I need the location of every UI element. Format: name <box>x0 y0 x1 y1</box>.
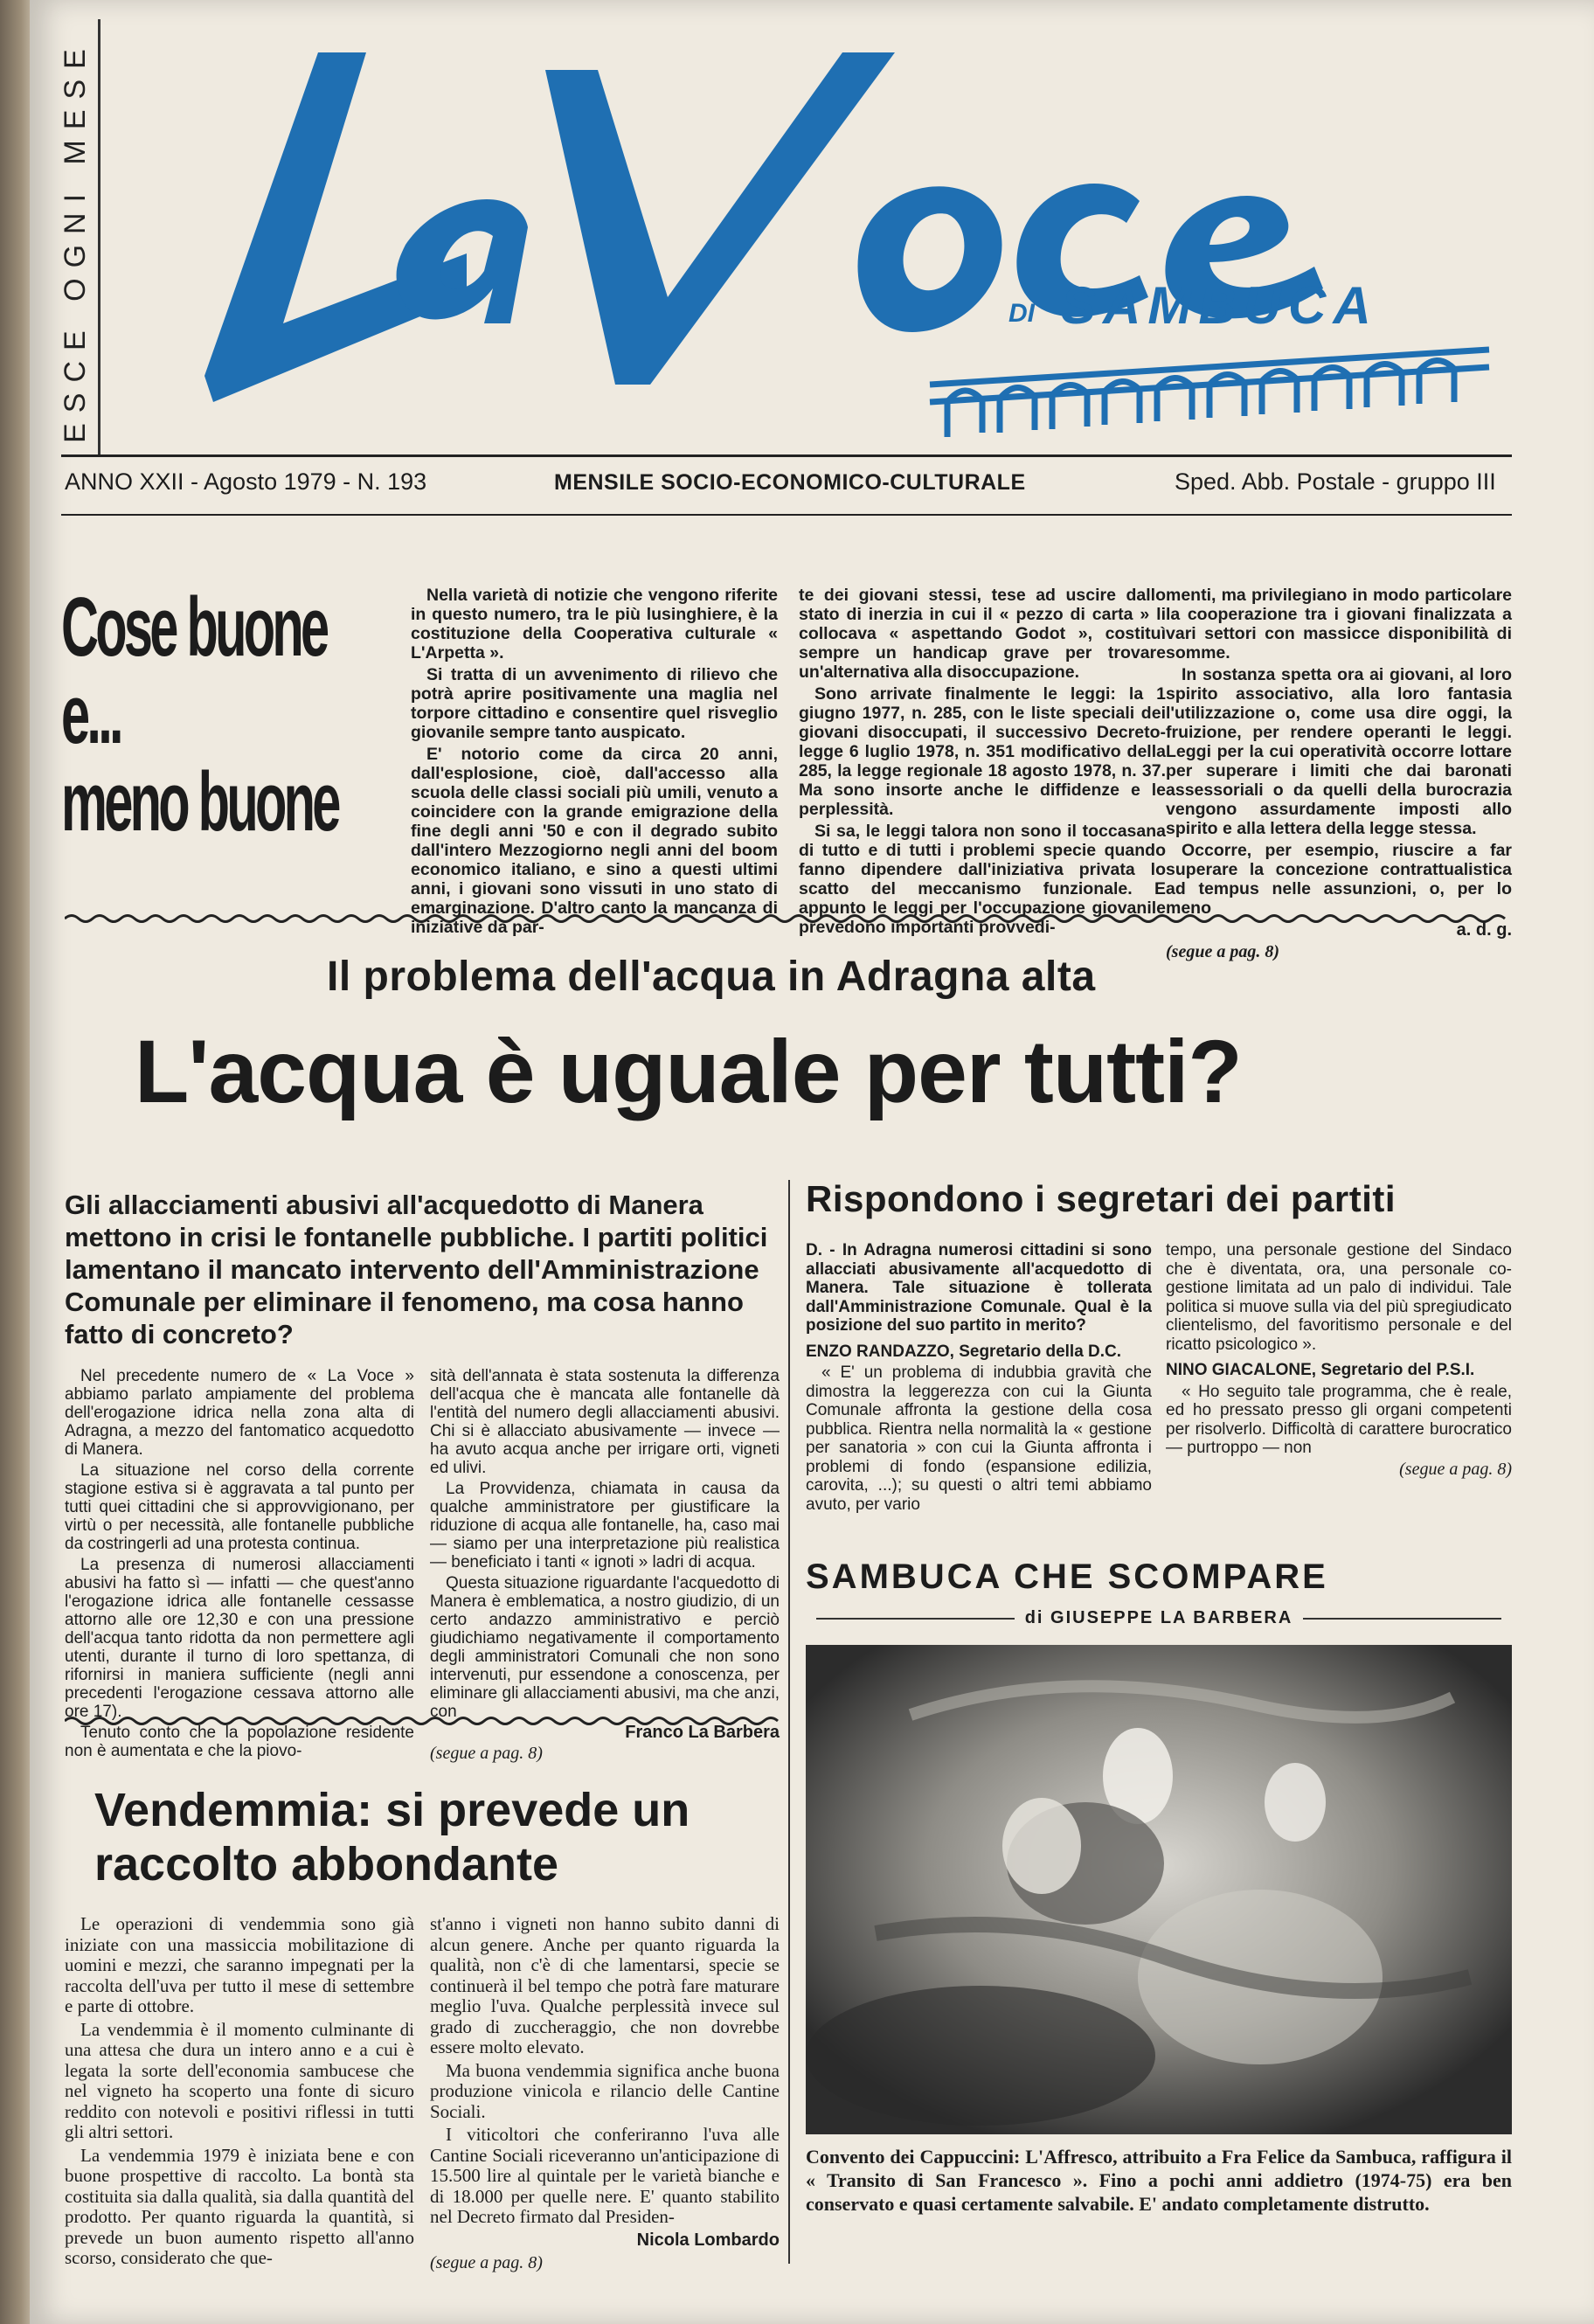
acqua-column-1: Nel precedente numero de « La Voce » abbiamo parlato ampiamente del problema dell'erogazione idrica nella zona alta di Adragna, a mezzo del fantomatico acquedotto di Manera. La situazione nel corso della corrente stagione estiva si è aggravata a tal punto per tutti quei cittadini che si approvvigionano, per virtù o per necessità, alle fontanelle pubbliche da costringerli ad una protesta continua. La presenza di numerosi allacciamenti abusivi ha fatto sì — infatti — che quest'anno l'erogazione idrica alle fontanelle cessasse attorno alle ore 12,30 e con una pressione dell'acqua tanto ridotta da non permettere agli utenti, durante il turno di loro spettanza, di rifornirsi in maniera sufficiente (negli anni precedenti l'erogazione cessava attorno alle ore 17). Tenuto conto che la popolazione residente non è aumentata e che la piovo- <box>65 1367 414 1760</box>
acqua-column-2: sità dell'annata è stata sostenuta la differenza dell'acqua che è mancata alle fontanelle dà l'entità del numero degli allacciamenti abusivi. Chi si è allacciato abusivamente — invece — ha avuto acqua anche per irrigare orti, vigneti ed ulivi. La Provvidenza, chiamata in causa da qualche amministratore per giustificare la riduzione di acqua alle fontanelle, ha, caso mai — siamo per una interpretazione più realistica — beneficiato i tanti « ignoti » ladri di acqua. Questa situazione riguardante l'acquedotto di Manera è emblematica, a nostro giudizio, di un certo andazzo amministrativo e perciò giudichiamo negativamente il comportamento degli amministratori Comunali che non sono intervenuti, pur essendone a conoscenza, per eliminare gli allacciamenti abusivi, ma che anzi, con Franco La Barbera (segue a pag. 8) <box>430 1367 780 1763</box>
masthead-side-text: ESCE OGNI MESE <box>58 38 92 443</box>
acqua-headline: L'acqua è uguale per tutti? <box>135 1022 1242 1121</box>
column-rule <box>788 1180 790 2264</box>
cose-column-3: menti, ma privilegiano in modo particolare la cooperazione tra i giovani finalizzata a vari settori con massicce disponibilità di somme. In sostanza spetta ora ai giovani, al loro spirito associativo, alla loro fantasia l'utilizzazione o, come usa dire oggi, la fruizione, per rendere operanti le leggi. Leggi per la cui operatività occorre lottare per superare i limiti che dai baronati assessoriali o da quelli della burocrazia vengono assurdamente imposti allo spirito e alla lettera della legge stessa. Occorre, per esempio, riuscire a far superare la concezione contrattualistica ad tempus nelle assunzioni, o, per lo meno a. d. g. (segue a pag. 8) <box>1166 586 1512 961</box>
logo-di-text: DI <box>1008 299 1035 328</box>
fresco-photo <box>806 1645 1512 2134</box>
speaker-randazzo: ENZO RANDAZZO, Segretario della D.C. <box>806 1342 1122 1361</box>
tagline: MENSILE SOCIO-ECONOMICO-CULTURALE <box>554 470 1026 495</box>
acqua-signature: Franco La Barbera <box>625 1723 780 1742</box>
aqueduct-drawing <box>930 350 1489 437</box>
la-voce-logo <box>178 35 1515 446</box>
vendemmia-headline: Vendemmia: si prevede un raccolto abbondante <box>94 1784 690 1890</box>
cose-continued: (segue a pag. 8) <box>1166 942 1279 961</box>
partiti-column-1: D. - In Adragna numerosi cittadini si sono allacciati abusivamente all'acquedotto di Manera. Tale situazione è tollerata dall'Amministrazione Comunale. Qual è la posizione del suo partito in merito? ENZO RANDAZZO, Segretario della D.C. « E' un problema di indubbia gravità che dimostra la leggerezza con cui la Giunta Comunale affronta la gestione della cosa pubblica. Rientra nella normalità la « gestione per sanatoria » con cui la Giunta affronta i problemi di fondo (espansione edilizia, carovita, ...); su questi o altri temi abbiamo avuto, per vario <box>806 1241 1152 1514</box>
cose-headline: Cose buone e... meno buone <box>61 580 338 849</box>
acqua-kicker: Il problema dell'acqua in Adragna alta <box>327 954 1096 1000</box>
acqua-deck: Gli allacciamenti abusivi all'acquedotto di Manera mettono in crisi le fontanelle pubbliche. I partiti politici lamentano il mancato intervento dell'Amministrazione Comunale per eliminare il fenomeno, ma cosa hanno fatto di concreto? <box>65 1190 768 1349</box>
byline-rule-right <box>1303 1618 1501 1620</box>
issue-info: ANNO XXII - Agosto 1979 - N. 193 <box>65 468 427 495</box>
partiti-column-2: tempo, una personale gestione del Sindaco che è diventata, ora, una personale co-gestione limitata ad un palo di individui. Tale politica si muove sulla via del più spregiudicato clientelismo, del favoritismo personale e del ricatto psicologico ». NINO GIACALONE, Segretario del P.S.I. « Ho seguito tale programma, che è reale, ed ho pressato presso gli organi competenti per risolverlo. Difficoltà di carattere burocratico — purtroppo — non (segue a pag. 8) <box>1166 1241 1512 1479</box>
section-divider-wavy-2 <box>65 1715 781 1727</box>
logo-sambuca-text: SAMBUCA <box>1061 276 1378 335</box>
fresco-image <box>806 1645 1512 2134</box>
logo-brush-lettering <box>204 52 1323 402</box>
speaker-giacalone: NINO GIACALONE, Segretario del P.S.I. <box>1166 1361 1475 1379</box>
postal-info: Sped. Abb. Postale - gruppo III <box>1175 468 1496 495</box>
cose-column-2: te dei giovani stessi, tese ad uscire dallo stato di inerzia in cui il « pezzo di carta » li collocava « aspettando Godot », costituì sempre un handicap grave per trovare un'alternativa alla disoccupazione. Sono arrivate finalmente le leggi: la 1 giugno 1977, n. 285, con le liste speciali dei giovani disoccupati, il successivo Decreto-legge 6 luglio 1978, n. 351 modificativo della 285, la legge regionale 18 agosto 1978, n. 37. Ma sono insorte anche le diffidenze e le perplessità. Si sa, le leggi talora non sono il toccasana di tutto e di tutti i problemi specie quando fanno dipendere dall'iniziativa privata lo scatto del meccanismo funzionale. E appunto le leggi per l'occupazione giovanile prevedono importanti provvedi- <box>799 586 1166 937</box>
byline-rule-left <box>816 1618 1015 1620</box>
newspaper-page <box>30 0 1594 2324</box>
vendemmia-column-1: Le operazioni di vendemmia sono già iniziate con una massiccia mobilitazione di uomini e mezzi, che saranno impegnati per la raccolta dell'uva per tutto il mese di settembre e parte di ottobre. La vendemmia è il momento culminante di una attesa che dura un intero anno e a cui è legata la sorte dell'economia sambucese che nel vigneto ha scoperto una fonte di sicuro reddito con notevoli e positivi riflessi in tutti gli altri settori. La vendemmia 1979 è iniziata bene e con buone prospettive di raccolto. La bontà sta costituita sia dalla qualità, sia dalla quantità del prodotto. Per quanto riguarda la quantità, si prevede un buon aumento rispetto all'anno scorso, considerato che que- <box>65 1913 414 2268</box>
acqua-continued: (segue a pag. 8) <box>430 1744 543 1763</box>
masthead-rule <box>61 454 1512 457</box>
sambuca-byline: di GIUSEPPE LA BARBERA <box>806 1608 1512 1628</box>
cose-column-1: Nella varietà di notizie che vengono riferite in questo numero, tra le più lusinghiere, è la costituzione della Cooperativa culturale « L'Arpetta ». Si tratta di un avvenimento di rilievo che potrà aprire positivamente una maglia nel torpore cittadino e consentire quel risveglio giovanile sempre tanto auspicato. E' notorio come da circa 20 anni, dall'esplosione, cioè, dall'accesso alla scuola delle classi sociali più umili, venuto a coincidere con la grande emigrazione della fine degli anni '50 e con il degrado subito dall'intero Mezzogiorno negli anni del boom economico italiano, e sino a questi ultimi anni, i giovani sono vissuti in uno stato di emarginazione. D'altro canto la mancanza di iniziative da par- <box>411 586 778 937</box>
masthead-rule-lower <box>61 514 1512 516</box>
masthead-side-rule <box>98 19 100 456</box>
vendemmia-column-2: st'anno i vigneti non hanno subito danni di alcun genere. Anche per quanto riguarda la qualità, non c'è di che lamentarsi, specie se continuerà il bel tempo che potrà fare maturare meglio l'uva. Qualche perplessità invece sul grado di zuccheraggio, che non dovrebbe essere molto elevato. Ma buona vendemmia significa anche buona produzione vinicola e rilancio delle Cantine Sociali. I viticoltori che conferiranno l'uva alle Cantine Sociali riceveranno un'anticipazione di 15.500 lire al quintale per le varietà bianche e di 18.000 per quelle nere. E' quanto stabilito nel Decreto firmato dal Presiden- Nicola Lombardo (segue a pag. 8) <box>430 1913 780 2272</box>
sambuca-headline: SAMBUCA CHE SCOMPARE <box>806 1557 1328 1596</box>
vendemmia-signature: Nicola Lombardo <box>636 2230 780 2250</box>
vendemmia-continued: (segue a pag. 8) <box>430 2253 543 2272</box>
cose-signature: a. d. g. <box>1456 920 1512 940</box>
partiti-headline: Rispondono i segretari dei partiti <box>806 1178 1396 1219</box>
fresco-caption: Convento dei Cappuccini: L'Affresco, attribuito a Fra Felice da Sambuca, raffigura il « Transito di San Francesco ». Fino a pochi anni addietro (1974-75) era ben conservato e quasi certamente salvabile. E' andato completamente distrutto. <box>806 2146 1512 2215</box>
section-divider-wavy <box>65 912 1515 925</box>
partiti-continued: (segue a pag. 8) <box>1399 1459 1512 1479</box>
